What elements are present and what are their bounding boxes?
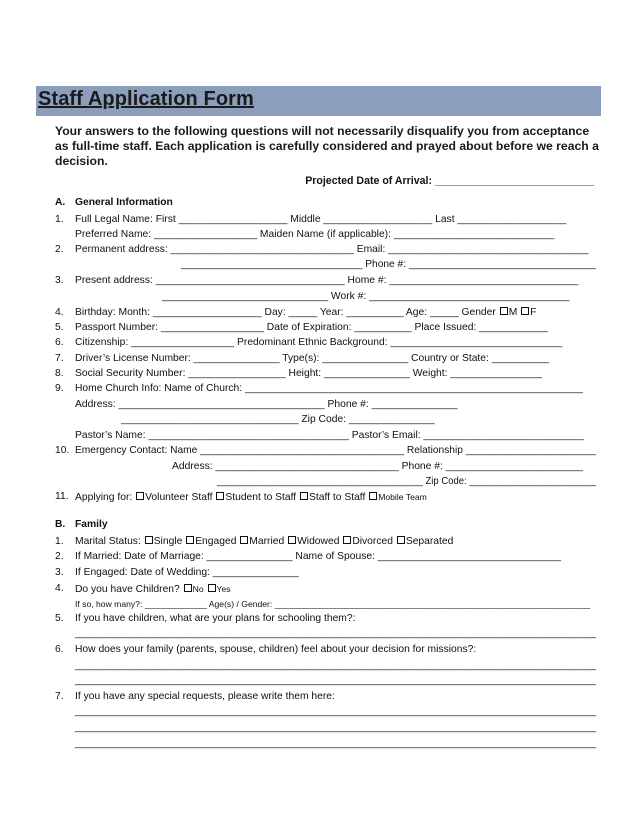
- line-number: 4.: [55, 583, 64, 594]
- divorced-checkbox[interactable]: [343, 536, 351, 544]
- mobile-team-checkbox[interactable]: [369, 492, 377, 500]
- section-b-letter: B.: [55, 519, 66, 530]
- schooling-answer-line[interactable]: ________________________________________________________________________________________________: [75, 628, 597, 639]
- line-number: 2.: [55, 551, 64, 562]
- option-label: Mobile Team: [378, 492, 427, 502]
- requests-answer-line[interactable]: ________________________________________________________________________________________________: [75, 706, 597, 717]
- children-no-checkbox[interactable]: [184, 584, 192, 592]
- line-number: 1.: [55, 536, 64, 547]
- line-number: 3.: [55, 567, 64, 578]
- birthday-field[interactable]: [75, 306, 536, 320]
- requests-answer-line[interactable]: ________________________________________________________________________________________________: [75, 722, 597, 733]
- applying-for-row: [75, 490, 427, 505]
- birthday-label: Birthday: Month: ___________________ Day: _____ Year: __________ Age: _____ Gender: [75, 307, 496, 318]
- single-checkbox[interactable]: [145, 536, 153, 544]
- option-label: Divorced: [352, 536, 393, 547]
- marital-status-row: [75, 535, 453, 549]
- legal-name-field[interactable]: Full Legal Name: First ___________________ Middle ___________________ Last ___________________: [75, 214, 567, 225]
- family-answer-line[interactable]: ________________________________________________________________________________________________: [75, 675, 597, 686]
- marital-label: Marital Status:: [75, 536, 141, 547]
- line-number: 11.: [55, 491, 69, 502]
- arrival-date-field[interactable]: Projected Date of Arrival: ___________________________: [305, 175, 594, 187]
- section-a-letter: A.: [55, 197, 66, 208]
- family-answer-line[interactable]: ________________________________________________________________________________________________: [75, 660, 597, 671]
- option-label: Engaged: [195, 536, 237, 547]
- gender-m-checkbox[interactable]: [500, 307, 508, 315]
- passport-field[interactable]: Passport Number: __________________ Date of Expiration: __________ Place Issued: ____________: [75, 322, 548, 333]
- line-number: 9.: [55, 383, 64, 394]
- section-a-heading: General Information: [75, 197, 173, 208]
- line-number: 3.: [55, 275, 64, 286]
- ssn-field[interactable]: Social Security Number: _________________ Height: _______________ Weight: ________________: [75, 368, 542, 379]
- option-label: Staff to Staff: [309, 492, 366, 503]
- emergency-address-field[interactable]: Address: ________________________________ Phone #: ________________________: [172, 461, 584, 472]
- present-address-field[interactable]: Present address: _________________________________ Home #: _________________________________: [75, 275, 579, 286]
- children-yes-checkbox[interactable]: [208, 584, 216, 592]
- pastor-field[interactable]: Pastor’s Name: ___________________________________ Pastor’s Email: ____________________________: [75, 430, 584, 441]
- children-row: [75, 582, 231, 597]
- church-name-field[interactable]: Home Church Info: Name of Church: ___________________________________________________________: [75, 383, 583, 394]
- family-feeling-question: How does your family (parents, spouse, children) feel about your decision for missions?:: [75, 644, 477, 655]
- option-label: Student to Staff: [225, 492, 297, 503]
- applying-for-label: Applying for:: [75, 492, 133, 503]
- children-count-field[interactable]: If so, how many?: _____________ Age(s) / Gender: __________________________________________________________________: [75, 599, 591, 609]
- section-b-heading: Family: [75, 519, 108, 530]
- line-number: 2.: [55, 244, 64, 255]
- line-number: 5.: [55, 613, 64, 624]
- gender-m-label: M: [508, 307, 518, 318]
- line-number: 6.: [55, 644, 64, 655]
- option-label: Separated: [405, 536, 454, 547]
- line-number: 6.: [55, 337, 64, 348]
- separated-checkbox[interactable]: [397, 536, 405, 544]
- church-zip-field[interactable]: _______________________________ Zip Code: _______________: [121, 414, 435, 425]
- option-label: Widowed: [297, 536, 340, 547]
- special-requests-question: If you have any special requests, please write them here:: [75, 691, 335, 702]
- widowed-checkbox[interactable]: [288, 536, 296, 544]
- drivers-license-field[interactable]: Driver’s License Number: _______________ Type(s): _______________ Country or State: __________: [75, 353, 549, 364]
- wedding-date-field[interactable]: If Engaged: Date of Wedding: _______________: [75, 567, 299, 578]
- option-label: Volunteer Staff: [145, 492, 213, 503]
- option-label: Yes: [216, 584, 231, 594]
- married-checkbox[interactable]: [240, 536, 248, 544]
- permanent-address-field[interactable]: Permanent address: ________________________________ Email: ___________________________________: [75, 244, 589, 255]
- gender-f-checkbox[interactable]: [521, 307, 529, 315]
- line-number: 10.: [55, 445, 70, 456]
- engaged-checkbox[interactable]: [186, 536, 194, 544]
- work-phone-field[interactable]: _____________________________ Work #: ___________________________________: [162, 291, 570, 302]
- volunteer-staff-checkbox[interactable]: [136, 492, 144, 500]
- requests-answer-line[interactable]: ________________________________________________________________________________________________: [75, 738, 597, 749]
- line-number: 7.: [55, 353, 64, 364]
- schooling-question: If you have children, what are your plans for schooling them?:: [75, 613, 356, 624]
- line-number: 8.: [55, 368, 64, 379]
- permanent-phone-field[interactable]: ________________________________ Phone #: _________________________________: [181, 259, 596, 270]
- line-number: 7.: [55, 691, 64, 702]
- option-label: Married: [249, 536, 285, 547]
- staff-to-staff-checkbox[interactable]: [300, 492, 308, 500]
- option-label: Single: [153, 536, 183, 547]
- page-title: Staff Application Form: [38, 88, 254, 110]
- emergency-zip-field[interactable]: _______________________________________ Zip Code: ________________________: [217, 476, 597, 487]
- line-number: 1.: [55, 214, 64, 225]
- line-number: 5.: [55, 322, 64, 333]
- children-label: Do you have Children?: [75, 584, 180, 595]
- emergency-contact-field[interactable]: Emergency Contact: Name ____________________________________ Relationship _______________________: [75, 445, 597, 456]
- student-to-staff-checkbox[interactable]: [216, 492, 224, 500]
- church-address-field[interactable]: Address: ____________________________________ Phone #: _______________: [75, 399, 458, 410]
- marriage-field[interactable]: If Married: Date of Marriage: _______________ Name of Spouse: ________________________________: [75, 551, 562, 562]
- line-number: 4.: [55, 307, 64, 318]
- preferred-name-field[interactable]: Preferred Name: __________________ Maiden Name (if applicable): ____________________________: [75, 229, 555, 240]
- gender-f-label: F: [530, 307, 537, 318]
- intro-paragraph: Your answers to the following questions will not necessarily disqualify you from acceptance as full-time staff. Each application is carefully considered and prayed about before we reach a decision.: [55, 124, 599, 168]
- citizenship-field[interactable]: Citizenship: __________________ Predominant Ethnic Background: ______________________________: [75, 337, 563, 348]
- option-label: No: [192, 584, 204, 594]
